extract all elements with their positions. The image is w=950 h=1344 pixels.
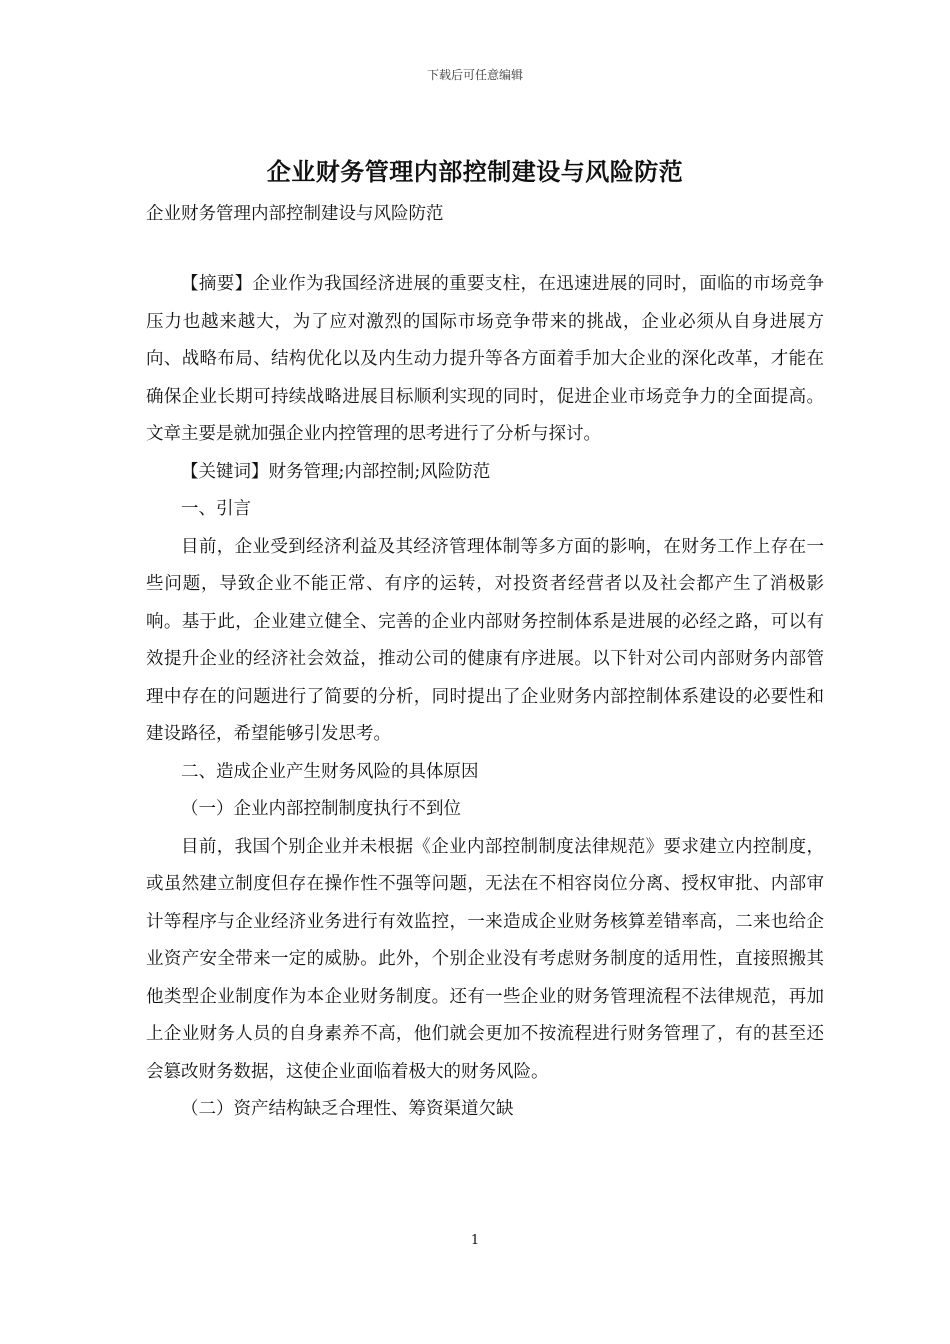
document-body: [146, 266, 824, 1129]
document-subtitle: 企业财务管理内部控制建设与风险防范: [146, 204, 444, 224]
subsection-heading-2: （二）资产结构缺乏合理性、筹资渠道欠缺: [181, 1099, 514, 1119]
keywords-paragraph: 【关键词】财务管理;内部控制;风险防范: [181, 461, 491, 482]
subsection-heading-1: （一）企业内部控制制度执行不到位: [181, 799, 461, 819]
page-number: 1: [470, 1233, 480, 1248]
abstract-paragraph: 【摘要】企业作为我国经济进展的重要支柱，在迅速进展的同时，面临的市场竞争压力也越来越大，为了应对激烈的国际市场竞争带来的挑战，企业必须从自身进展方向、战略布局、结构优化以及内生动力提升等各方面着手加大企业的深化改革，才能在确保企业长期可持续战略进展目标顺利实现的同时，促进企业市场竞争力的全面提高。文章主要是就加强企业内控管理的思考进行了分析与探讨。: [146, 274, 824, 444]
header-note: 下载后可任意编辑: [426, 68, 523, 82]
document-title: 企业财务管理内部控制建设与风险防范: [266, 157, 684, 186]
section-heading-causes: 二、造成企业产生财务风险的具体原因: [181, 761, 479, 782]
subsection-1-paragraph: 目前，我国个别企业并未根据《企业内部控制制度法律规范》要求建立内控制度，或虽然建立制度但存在操作性不强等问题，无法在不相容岗位分离、授权审批、内部审计等程序与企业经济业务进行有效监控，一来造成企业财务核算差错率高，二来也给企业资产安全带来一定的威胁。此外，个别企业没有考虑财务制度的适用性，直接照搬其他类型企业制度作为本企业财务制度。还有一些企业的财务管理流程不法律规范，再加上企业财务人员的自身素养不高，他们就会更加不按流程进行财务管理了，有的甚至还会篡改财务数据，这使企业面临着极大的财务风险。: [146, 836, 824, 1082]
section-heading-introduction: 一、引言: [181, 499, 251, 519]
introduction-paragraph: 目前，企业受到经济利益及其经济管理体制等多方面的影响，在财务工作上存在一些问题，导致企业不能正常、有序的运转，对投资者经营者以及社会都产生了消极影响。基于此，企业建立健全、完善的企业内部财务控制体系是进展的必经之路，可以有效提升企业的经济社会效益，推动公司的健康有序进展。以下针对公司内部财务内部管理中存在的问题进行了简要的分析，同时提出了企业财务内部控制体系建设的必要性和建设路径，希望能够引发思考。: [146, 536, 824, 744]
